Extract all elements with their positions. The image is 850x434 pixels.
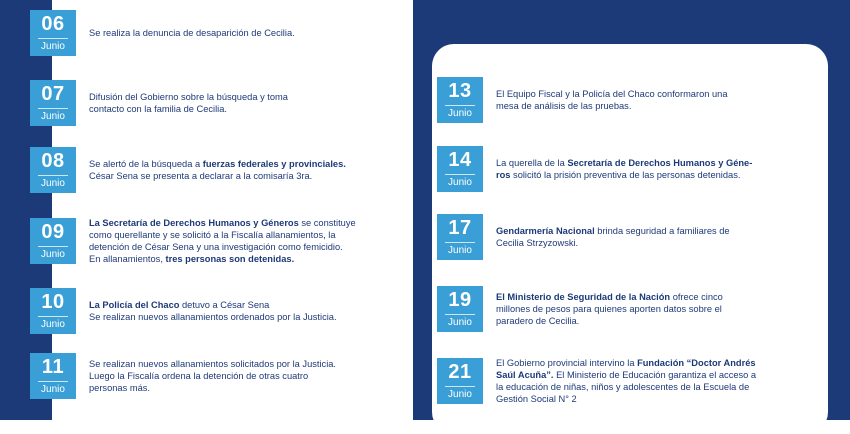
event-text: El Ministerio de Educación garantiza el acceso a (553, 370, 757, 380)
date-day: 09 (41, 221, 65, 243)
date-badge (30, 80, 76, 126)
event-text: Se alertó de la búsqueda a (89, 159, 203, 169)
date-badge (30, 288, 76, 334)
event-line (496, 157, 752, 169)
date-month: Junio (445, 314, 475, 329)
date-month: Junio (445, 105, 475, 120)
date-badge (30, 10, 76, 56)
event-line (89, 241, 356, 253)
event-description (89, 217, 356, 265)
event-text: solicitó la prisión preventiva de las personas detenidas. (510, 170, 741, 180)
event-line (496, 315, 723, 327)
event-description (89, 158, 346, 182)
event-line (89, 27, 295, 39)
date-month: Junio (38, 246, 68, 261)
date-badge (30, 353, 76, 399)
event-text: La querella de la (496, 158, 568, 168)
event-line (89, 311, 337, 323)
event-line (89, 91, 288, 103)
date-day: 14 (448, 149, 472, 171)
event-text: contacto con la familia de Cecilia. (89, 104, 227, 114)
event-description (89, 91, 288, 115)
event-line (496, 225, 730, 237)
event-text: como querellante y se solicitó a la Fiscalía allanamientos, la (89, 230, 336, 240)
event-line (496, 357, 756, 369)
event-line (89, 382, 336, 394)
event-text-bold: Gendarmería Nacional (496, 226, 595, 236)
event-line (496, 381, 756, 393)
event-line (89, 217, 356, 229)
event-line (496, 237, 730, 249)
event-description (89, 299, 337, 323)
date-month: Junio (38, 381, 68, 396)
date-day: 06 (41, 13, 65, 35)
date-day: 19 (448, 289, 472, 311)
event-line (89, 370, 336, 382)
event-line (496, 291, 723, 303)
event-line (89, 253, 356, 265)
event-text: En allanamientos, (89, 254, 166, 264)
event-text: se constituye (298, 218, 356, 228)
event-text: Se realiza la denuncia de desaparición de Cecilia. (89, 28, 295, 38)
date-month: Junio (38, 316, 68, 331)
date-day: 10 (41, 291, 65, 313)
event-description (496, 157, 752, 181)
event-line (89, 158, 346, 170)
event-text: Gestión Social N° 2 (496, 394, 577, 404)
event-text-bold: Saúl Acuña”. (496, 370, 554, 380)
date-month: Junio (445, 242, 475, 257)
event-line (89, 299, 337, 311)
date-day: 21 (448, 361, 472, 383)
event-text-bold: tres personas son detenidas. (165, 254, 295, 264)
date-day: 11 (41, 356, 65, 378)
event-description (496, 225, 730, 249)
event-line (496, 169, 752, 181)
event-text: detención de César Sena y una investigación como femicidio. (89, 242, 343, 252)
event-text-bold: El Ministerio de Seguridad de la Nación (496, 292, 671, 302)
date-badge (437, 358, 483, 404)
event-text: El Equipo Fiscal y la Policía del Chaco conformaron una (496, 89, 728, 99)
date-month: Junio (38, 38, 68, 53)
event-text-bold: La Policía del Chaco (89, 300, 180, 310)
event-text: El Gobierno provincial intervino la (496, 358, 638, 368)
date-month: Junio (445, 174, 475, 189)
event-line (496, 393, 756, 405)
date-day: 08 (41, 150, 65, 172)
event-text: detuvo a César Sena (179, 300, 270, 310)
event-line (496, 100, 728, 112)
date-day: 13 (448, 80, 472, 102)
date-badge (437, 77, 483, 123)
event-text-bold: ros (496, 170, 511, 180)
event-text: la educación de niñas, niños y adolescentes de la Escuela de (496, 382, 750, 392)
date-month: Junio (38, 175, 68, 190)
event-line (89, 103, 288, 115)
event-text-bold: Fundación “Doctor Andrés (637, 358, 756, 368)
event-text: César Sena se presenta a declarar a la comisaría 3ra. (89, 171, 313, 181)
date-badge (30, 147, 76, 193)
event-text: Cecilia Strzyzowski. (496, 238, 579, 248)
event-text-bold: fuerzas federales y provinciales. (202, 159, 346, 169)
date-badge (437, 286, 483, 332)
event-line (496, 303, 723, 315)
event-description (89, 358, 336, 394)
event-text: paradero de Cecilia. (496, 316, 580, 326)
date-badge (437, 214, 483, 260)
event-line (496, 88, 728, 100)
event-line (89, 229, 356, 241)
event-text: millones de pesos para quienes aporten datos sobre el (496, 304, 722, 314)
left-timeline-panel (52, 0, 392, 420)
event-text: ofrece cinco (670, 292, 723, 302)
event-line (89, 358, 336, 370)
date-day: 17 (448, 217, 472, 239)
event-text: Luego la Fiscalía ordena la detención de otras cuatro (89, 371, 309, 381)
event-text-bold: La Secretaría de Derechos Humanos y Géneros (89, 218, 299, 228)
event-text: Se realizan nuevos allanamientos ordenados por la Justicia. (89, 312, 337, 322)
event-description (496, 291, 723, 327)
date-month: Junio (38, 108, 68, 123)
event-description (89, 27, 295, 39)
event-text: Difusión del Gobierno sobre la búsqueda y toma (89, 92, 288, 102)
date-badge (437, 146, 483, 192)
date-month: Junio (445, 386, 475, 401)
event-description (496, 88, 728, 112)
event-text: personas más. (89, 383, 150, 393)
event-description (496, 357, 756, 405)
event-line (89, 170, 346, 182)
date-day: 07 (41, 83, 65, 105)
event-text: Se realizan nuevos allanamientos solicitados por la Justicia. (89, 359, 337, 369)
event-text-bold: Secretaría de Derechos Humanos y Géne- (567, 158, 753, 168)
date-badge (30, 218, 76, 264)
event-text: mesa de análisis de las pruebas. (496, 101, 632, 111)
event-line (496, 369, 756, 381)
event-text: brinda seguridad a familiares de (594, 226, 730, 236)
